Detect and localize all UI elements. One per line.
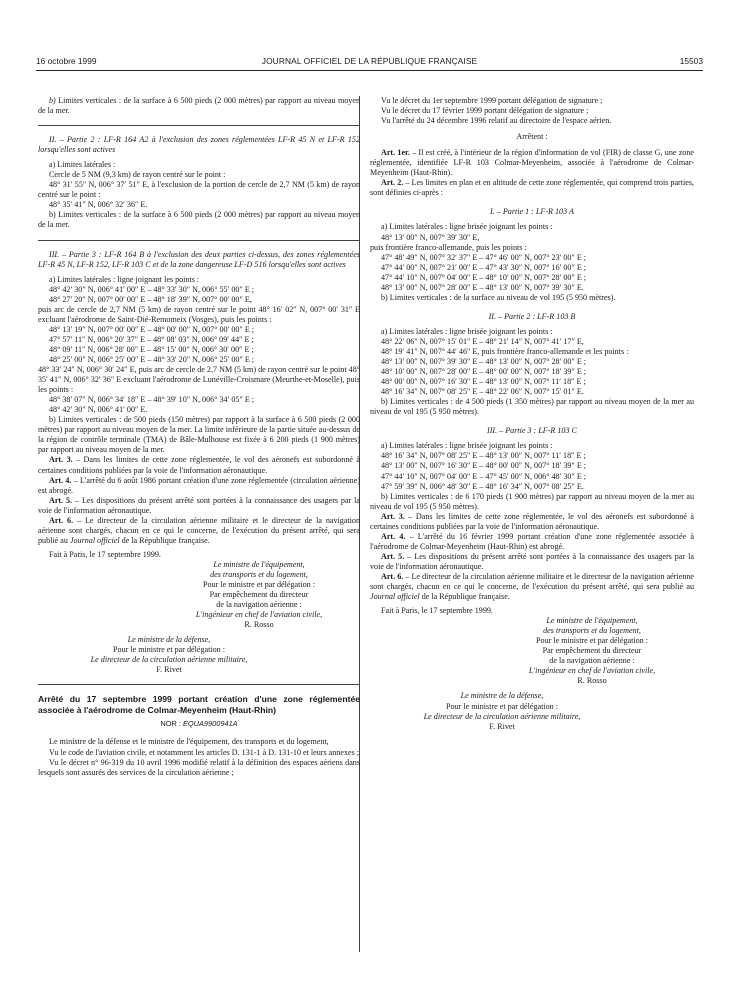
paragraph: puis frontière franco-allemande, puis les points : xyxy=(370,242,527,252)
coordinate-line: 47° 59′ 39″ N, 006° 48′ 30″ E – 48° 16′ 34″ N, 007° 08′ 25″ E. xyxy=(381,481,584,491)
article: Art. 6. – Le directeur de la circulation aérienne militaire et le directeur de la navigation aérienne sont chargés, chacun en ce qui le concerne, de l'exécution du présent arrêté, qui sera publié au Journal officiel de la République française. xyxy=(370,571,694,602)
fait-a-paris: Fait à Paris, le 17 septembre 1999. xyxy=(49,549,161,559)
separator xyxy=(38,125,360,126)
signature-block: Le ministre de l'équipement, des transports et du logement, Pour le ministre et par délégation : Par empêchement du directeur de la navigation aérienne : L'ingénieur en chef de l'aviation civile, R. Rosso xyxy=(370,616,694,686)
coordinate-line: 48° 42′ 30″ N, 006° 41′ 00″ E. xyxy=(49,405,148,415)
paragraph: a) Limites latérales : ligne brisée joignant les points : xyxy=(381,326,553,336)
paragraph: b) Limites verticales : de 6 170 pieds (1 900 mètres) par rapport au niveau moyen de la mer au niveau de vol 195 (5 950 mètres). xyxy=(370,491,694,511)
paragraph: a) Limites latérales : ligne joignant les points : xyxy=(49,274,200,284)
header-date: 16 octobre 1999 xyxy=(36,56,97,66)
left-column xyxy=(38,96,360,778)
signature-block: Le ministre de l'équipement, des transports et du logement, Pour le ministre et par délégation : Par empêchement du directeur de la navigation aérienne : L'ingénieur en chef de l'aviation civile, R. Rosso xyxy=(38,560,360,630)
coordinate-line: 48° 38′ 07″ N, 006° 34′ 18″ E – 48° 39′ 10″ N, 006° 34′ 05″ E ; xyxy=(49,395,255,405)
arretent: Arrêtent : xyxy=(516,132,548,142)
signatory-name: R. Rosso xyxy=(244,620,274,630)
article: Art. 6. – Le directeur de la circulation aérienne militaire et le directeur de la navigation aérienne sont chargés, chacun en ce qui le concerne, de l'exécution du présent arrêté, qui sera publié au Journal officiel de la République française. xyxy=(38,515,361,545)
article: Art. 2. – Les limites en plan et en altitude de cette zone réglementée, qui comprend trois parties, sont définies ci-après : xyxy=(370,178,695,198)
part-title: III. – Partie 3 : LF-R 164 B à l'exclusion des deux parties ci-dessus, des zones réglementées LF-R 45 N, LF-R 152, LF-R 103 C et de la zone dangereuse LF-D 516 lorsqu'elles sont actives xyxy=(38,249,360,269)
article: Art. 4. – L'arrêté du 6 août 1986 portant création d'une zone réglementée (circulation aérienne) est abrogé. xyxy=(38,475,361,495)
coordinate-line: 48° 27′ 20″ N, 007° 00′ 00″ E – 48° 18′ 39″ N, 007° 00′ 00″ E, xyxy=(49,294,252,304)
part-title: III. – Partie 3 : LF-R 103 C xyxy=(487,426,577,436)
separator xyxy=(38,684,360,685)
right-column xyxy=(370,96,694,732)
paragraph: b) Limites verticales : de la surface au niveau de vol 195 (5 950 mètres). xyxy=(381,292,616,302)
paragraph: 48° 31′ 55″ N, 006° 37′ 51″ E, à l'exclusion de la portion de cercle de 2,7 NM (5 km) de rayon centré sur le point : xyxy=(38,180,360,200)
article: Art. 4. – L'arrêté du 16 février 1999 portant création d'une zone réglementée associée à l'aérodrome de Colmar-Meyenheim (Haut-Rhin) est abrogé. xyxy=(370,531,695,551)
coordinate-line: 48° 09′ 11″ N, 006° 28′ 00″ E – 48° 15′ 00″ N, 006° 30′ 00″ E ; xyxy=(49,344,254,354)
coordinate-line: 48° 42′ 30″ N, 006° 41′ 00″ E – 48° 33′ 30″ N, 006° 55′ 00″ E ; xyxy=(49,284,255,294)
coordinate-line: 48° 10′ 00″ N, 007° 28′ 00″ E – 48° 00′ 00″ N, 007° 18′ 39″ E ; xyxy=(381,367,587,377)
paragraph: a) Limites latérales : ligne brisée joignant les points : xyxy=(381,441,553,451)
coordinate-line: 48° 13′ 00″ N, 007° 28′ 00″ E – 48° 13′ 00″ N, 007° 39′ 30″ E. xyxy=(381,282,584,292)
article: Art. 3. – Dans les limites de cette zone réglementée, le vol des aéronefs est subordonné à certaines conditions publiées par la voie de l'information aéronautique. xyxy=(370,511,694,531)
fait-a-paris: Fait à Paris, le 17 septembre 1999. xyxy=(381,606,493,616)
coordinate-line: 47° 44′ 10″ N, 007° 04′ 00″ E – 47° 45′ 00″ N, 006° 48′ 30″ E ; xyxy=(381,471,587,481)
coordinate-line: 48° 22′ 06″ N, 007° 15′ 01″ E – 48° 21′ 14″ N, 007° 41′ 17″ E, xyxy=(381,336,584,346)
paragraph: 48° 33′ 24″ N, 006° 30′ 24″ E, puis arc de cercle de 2,7 NM (5 km) de rayon centré sur le point 48° 35′ 41″ N, 006° 32′ 36″ E excluant l'aérodrome de Lunéville-Croismare (Meurthe-et-Moselle), puis les points : xyxy=(38,365,360,395)
paragraph: b) Limites verticales : de 4 500 pieds (1 350 mètres) par rapport au niveau moyen de la mer au niveau de vol 195 (5 950 mètres). xyxy=(370,397,694,417)
paragraph: 48° 19′ 41″ N, 007° 44′ 46″ E, puis frontière franco-allemande et les points : xyxy=(381,346,629,356)
paragraph: Vu l'arrêté du 24 décembre 1996 relatif au directoire de l'espace aérien. xyxy=(381,116,612,126)
paragraph: 48° 35′ 41″ N, 006° 32′ 36″ E. xyxy=(49,200,148,210)
part-title: I. – Partie 1 : LF-R 103 A xyxy=(490,207,574,217)
article: Art. 5. – Les dispositions du présent arrêté sont portées à la connaissance des usagers par la voie de l'information aéronautique. xyxy=(370,551,694,571)
paragraph: Le ministre de la défense et le ministre de l'équipement, des transports et du logement, xyxy=(49,737,329,747)
part-title: II. – Partie 2 : LF-R 103 B xyxy=(488,311,576,321)
header-rule xyxy=(36,70,703,71)
separator xyxy=(38,240,360,241)
paragraph: a) Limites latérales : xyxy=(49,160,116,170)
header-page-number: 15503 xyxy=(679,56,703,66)
coordinate-line: 48° 13′ 00″ N, 007° 39′ 30″ E – 48° 13′ 00″ N, 007° 28′ 00″ E ; xyxy=(381,357,587,367)
coordinate-line: 48° 16′ 34″ N, 007° 08′ 25″ E – 48° 13′ 00″ N, 007° 11′ 18″ E ; xyxy=(381,451,586,461)
signatory-name: F. Rivet xyxy=(489,721,515,731)
article: Art. 3. – Dans les limites de cette zone réglementée, le vol des aéronefs est subordonné à certaines conditions publiées par la voie de l'information aéronautique. xyxy=(38,455,360,475)
coordinate-line: 47° 44′ 10″ N, 007° 04′ 00″ E – 48° 10′ 00″ N, 007° 28′ 00″ E ; xyxy=(381,272,587,282)
paragraph: a) Limites latérales : ligne brisée joignant les points : xyxy=(381,222,553,232)
paragraph: b) Limites verticales : de 500 pieds (150 mètres) par rapport à la surface à 6 500 pieds (2 000 mètres) par rapport au niveau moyen de la mer. La limite inférieure de la partie située au-dessus de la région de contrôle terminale (TMA) de Bâle-Mulhouse est fixée à 6 200 pieds (1 900 mètres) par rapport au niveau moyen de la mer. xyxy=(38,415,360,455)
arrete-title: Arrêté du 17 septembre 1999 portant création d'une zone réglementée associée à l'aérodrome de Colmar-Meyenheim (Haut-Rhin) xyxy=(38,694,360,715)
paragraph: Vu le décret du 17 février 1999 portant délégation de signature ; xyxy=(381,106,589,116)
signature-block: Le ministre de la défense, Pour le ministre et par délégation : Le directeur de la circulation aérienne militaire, F. Rivet xyxy=(370,691,694,731)
coordinate-line: 48° 00′ 00″ N, 007° 16′ 30″ E – 48° 13′ 00″ N, 007° 11′ 18″ E ; xyxy=(381,377,586,387)
paragraph: b) Limites verticales : de la surface à 6 500 pieds (2 000 mètres) par rapport au niveau moyen de la mer. xyxy=(38,96,360,116)
paragraph: b) Limites verticales : de la surface à 6 500 pieds (2 000 mètres) par rapport au niveau moyen de la mer. xyxy=(38,210,360,230)
page-header xyxy=(36,56,703,70)
nor-reference: NOR : EQUA9900941A xyxy=(160,719,238,729)
article: Art. 1er. – Il est créé, à l'intérieur de la région d'information de vol (FIR) de classe G, une zone réglementée, identifiée LF-R 103 Colmar-Meyenheim, associée à l'aérodrome de Colmar-Meyenheim (Haut-Rhin). xyxy=(370,148,694,178)
coordinate-line: 47° 44′ 00″ N, 007° 21′ 00″ E – 47° 43′ 30″ N, 007° 16′ 00″ E ; xyxy=(381,262,587,272)
part-title: II. – Partie 2 : LF-R 164 A2 à l'exclusion des zones réglementées LF-R 45 N et LF-R 152 lorsqu'elles sont actives xyxy=(38,135,360,155)
signatory-name: R. Rosso xyxy=(577,676,607,686)
coordinate-line: 48° 13′ 00″ N, 007° 39′ 30″ E, xyxy=(381,232,480,242)
header-journal-title: JOURNAL OFFICIEL DE LA RÉPUBLIQUE FRANÇAISE xyxy=(261,56,478,66)
coordinate-line: 48° 13′ 00″ N, 007° 16′ 30″ E – 48° 00′ 00″ N, 007° 18′ 39″ E ; xyxy=(381,461,587,471)
article: Art. 5. – Les dispositions du présent arrêté sont portées à la connaissance des usagers par la voie de l'information aéronautique. xyxy=(38,495,360,515)
coordinate-line: 47° 57′ 11″ N, 006° 20′ 37″ E – 48° 08′ 03″ N, 006° 09′ 44″ E ; xyxy=(49,334,254,344)
paragraph: Cercle de 5 NM (9,3 km) de rayon centré sur le point : xyxy=(49,170,226,180)
coordinate-line: 48° 25′ 00″ N, 006° 25′ 00″ E – 48° 33′ 20″ N, 006° 25′ 00″ E ; xyxy=(49,354,255,364)
signature-block: Le ministre de la défense, Pour le ministre et par délégation : Le directeur de la circulation aérienne militaire, F. Rivet xyxy=(38,635,360,675)
paragraph: puis arc de cercle de 2,7 NM (5 km) de rayon centré sur le point 48° 16′ 02″ N, 007° 00′ 31″ E excluant l'aérodrome de Saint-Dié-Remomeix (Vosges), puis les points : xyxy=(38,304,360,324)
coordinate-line: 47° 48′ 49″ N, 007° 32′ 37″ E – 47° 46′ 00″ N, 007° 23′ 00″ E ; xyxy=(381,252,587,262)
paragraph: Vu le décret du 1er septembre 1999 portant délégation de signature ; xyxy=(381,96,603,105)
coordinate-line: 48° 13′ 19″ N, 007° 00′ 00″ E – 48° 00′ 00″ N, 007° 00′ 00″ E ; xyxy=(49,324,255,334)
signatory-name: F. Rivet xyxy=(156,665,182,675)
coordinate-line: 48° 16′ 34″ N, 007° 08′ 25″ E – 48° 22′ 06″ N, 007° 15′ 01″ E. xyxy=(381,387,584,397)
paragraph: Vu le décret n° 96-319 du 10 avril 1996 modifié relatif à la définition des espaces aériens dans lesquels sont assurés des services de la circulation aérienne ; xyxy=(38,757,360,777)
paragraph: Vu le code de l'aviation civile, et notamment les articles D. 131-1 à D. 131-10 et leurs annexes ; xyxy=(49,747,360,757)
